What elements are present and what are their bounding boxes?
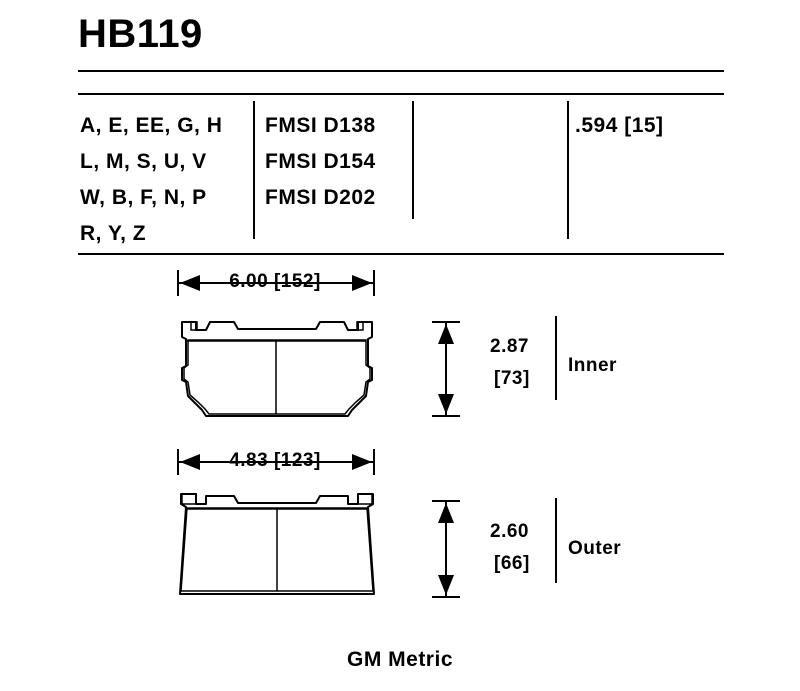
- thickness-value: .594 [15]: [575, 114, 664, 137]
- inner-height-dimension: [432, 322, 460, 416]
- outer-pad-shape: [180, 494, 374, 594]
- inner-pad-shape: [182, 322, 372, 416]
- outer-height-label-mm: [66]: [494, 553, 530, 574]
- inner-height-label-mm: [73]: [494, 368, 530, 389]
- fmsi-number-row: FMSI D202: [265, 186, 376, 209]
- inner-height-label-inches: 2.87: [490, 336, 529, 357]
- compound-code-row: W, B, F, N, P: [80, 186, 207, 209]
- inner-width-label: 6.00 [152]: [229, 271, 321, 292]
- inner-width-dimension: [178, 270, 374, 296]
- outer-width-dimension: [178, 449, 374, 475]
- outer-height-dimension: [432, 501, 460, 597]
- outer-height-label-inches: 2.60: [490, 521, 529, 542]
- fmsi-number-row: FMSI D138: [265, 114, 376, 137]
- application-label: GM Metric: [346, 648, 453, 671]
- outer-pad-name: Outer: [568, 538, 622, 559]
- compound-code-row: A, E, EE, G, H: [80, 114, 223, 137]
- inner-pad-name: Inner: [568, 355, 617, 376]
- outer-width-label: 4.83 [123]: [229, 450, 321, 471]
- fmsi-number-row: FMSI D154: [265, 150, 376, 173]
- page-title: HB119: [78, 12, 203, 56]
- compound-code-row: L, M, S, U, V: [80, 150, 207, 173]
- compound-code-row: R, Y, Z: [80, 222, 147, 245]
